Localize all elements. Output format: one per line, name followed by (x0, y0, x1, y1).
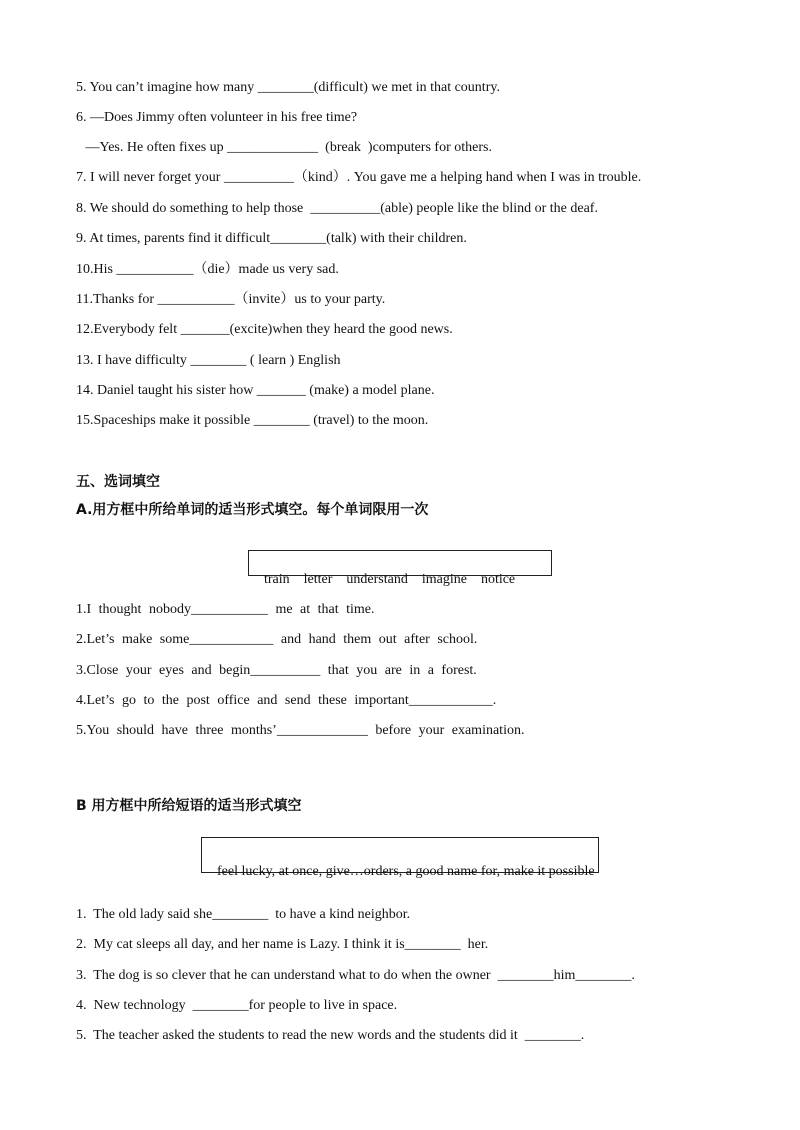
exercise-item-6-question: 6. —Does Jimmy often volunteer in his free time? (76, 110, 358, 125)
exercise-item-5: 5. You can’t imagine how many ________(difficult) we met in that country. (76, 80, 500, 95)
part-a-item-5: 5.You should have three months’_____________ before your examination. (76, 723, 525, 738)
part-b-item-3: 3. The dog is so clever that he can understand what to do when the owner ________him________. (76, 968, 635, 983)
exercise-item-8: 8. We should do something to help those __________(able) people like the blind or the deaf. (76, 201, 598, 216)
section-title: 五、选词填空 (76, 474, 160, 490)
part-b-item-4: 4. New technology ________for people to live in space. (76, 998, 398, 1013)
part-a-item-3: 3.Close your eyes and begin__________ that you are in a forest. (76, 663, 477, 678)
exercise-item-13: 13. I have difficulty ________ ( learn ) English (76, 353, 341, 368)
phrase-bank-phrases: feel lucky, at once, give…orders, a good name for, make it possible (217, 864, 595, 879)
exercise-item-15: 15.Spaceships make it possible ________ (travel) to the moon. (76, 413, 429, 428)
exercise-item-12: 12.Everybody felt _______(excite)when they heard the good news. (76, 322, 453, 337)
part-b-item-2: 2. My cat sleeps all day, and her name is Lazy. I think it is________ her. (76, 937, 489, 952)
exercise-item-14: 14. Daniel taught his sister how _______ (make) a model plane. (76, 383, 435, 398)
phrase-bank-box (201, 837, 599, 879)
part-a-instructions: A.用方框中所给单词的适当形式填空。每个单词限用一次 (76, 502, 429, 518)
exercise-item-10: 10.His ___________（die）made us very sad. (76, 262, 339, 277)
exercise-item-6-answer: —Yes. He often fixes up _____________ (break )computers for others. (82, 140, 492, 155)
part-b-item-5: 5. The teacher asked the students to read the new words and the students did it ________. (76, 1028, 585, 1043)
word-bank-box (248, 550, 552, 587)
exercise-item-11: 11.Thanks for ___________（invite）us to your party. (76, 292, 386, 307)
part-a-item-2: 2.Let’s make some____________ and hand them out after school. (76, 632, 478, 647)
part-a-item-1: 1.I thought nobody___________ me at that time. (76, 602, 375, 617)
part-b-instructions: B 用方框中所给短语的适当形式填空 (76, 798, 302, 814)
exercise-item-9: 9. At times, parents find it difficult________(talk) with their children. (76, 231, 467, 246)
word-bank-words: train letter understand imagine notice (264, 572, 516, 587)
part-b-item-1: 1. The old lady said she________ to have a kind neighbor. (76, 907, 411, 922)
part-a-item-4: 4.Let’s go to the post office and send these important____________. (76, 693, 497, 708)
exercise-item-7: 7. I will never forget your __________（kind）. You gave me a helping hand when I was in trouble. (76, 170, 642, 185)
